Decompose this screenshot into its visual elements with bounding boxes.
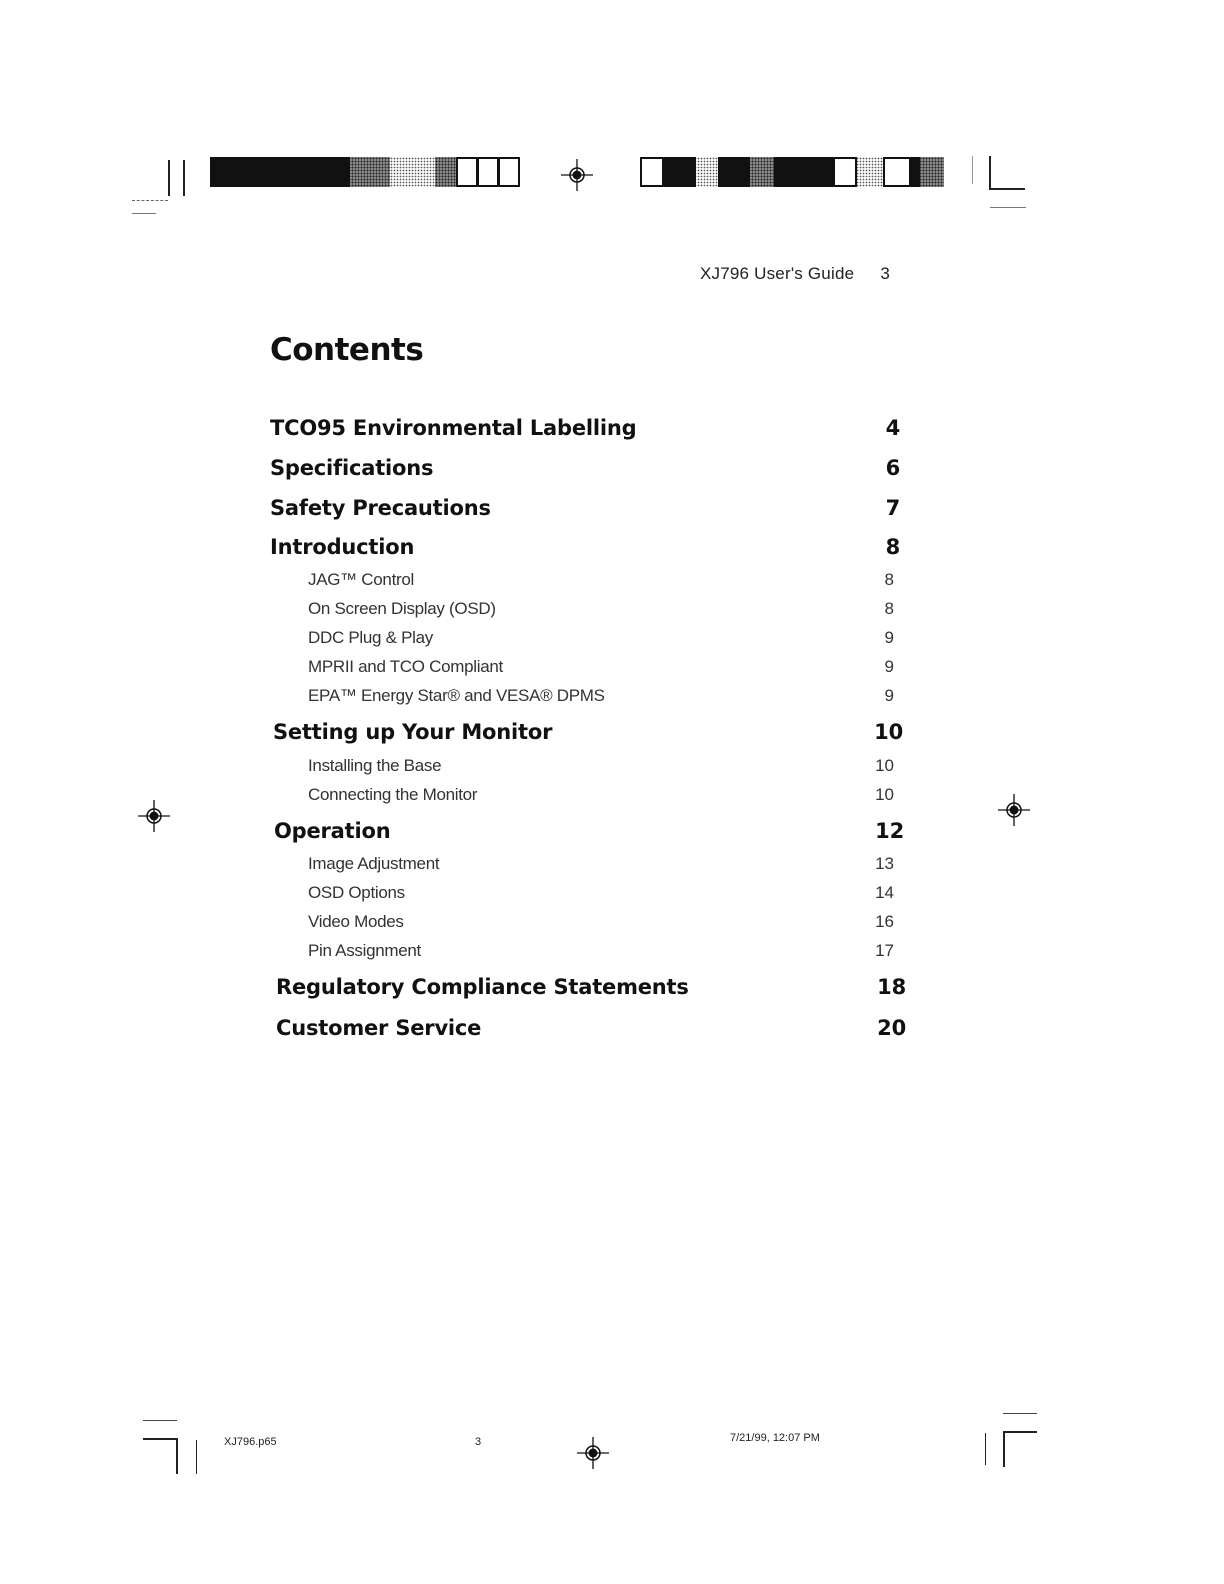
crop-mark (196, 1440, 197, 1474)
crop-mark (1003, 1413, 1037, 1414)
toc-entry-page: 10 (874, 720, 903, 744)
toc-subentry-page: 13 (875, 854, 894, 873)
crop-mark (132, 213, 156, 214)
toc-subentry-label: Pin Assignment (308, 941, 421, 960)
registration-mark-icon (138, 800, 170, 832)
color-bar-right (640, 157, 945, 187)
registration-mark-icon (577, 1437, 609, 1469)
toc-entry-label: Specifications (270, 456, 434, 480)
toc-entry-page: 18 (877, 975, 906, 999)
toc-entry-label: Introduction (270, 535, 415, 559)
crop-mark (1003, 1431, 1037, 1433)
toc-subentry-page: 17 (875, 941, 894, 960)
toc-entry-page: 7 (885, 496, 900, 520)
toc-subentry-label: On Screen Display (OSD) (308, 599, 496, 618)
toc-subentry-page: 9 (884, 628, 894, 647)
toc-entry-page: 20 (877, 1016, 906, 1040)
toc-entry-label: Safety Precautions (270, 496, 491, 520)
color-bar-left (210, 157, 520, 187)
footer-slug-datetime: 7/21/99, 12:07 PM (730, 1432, 820, 1444)
toc-entry-page: 8 (885, 535, 900, 559)
footer-slug-filename: XJ796.p65 (224, 1436, 277, 1448)
toc-entry-label: Regulatory Compliance Statements (276, 975, 689, 999)
crop-mark (168, 160, 170, 196)
toc-subentry-label: EPA™ Energy Star® and VESA® DPMS (308, 686, 605, 705)
toc-subentry-label: OSD Options (308, 883, 405, 902)
crop-mark (143, 1420, 177, 1421)
crop-mark (143, 1438, 177, 1440)
running-header-title: XJ796 User's Guide (700, 264, 855, 283)
toc-subentry-label: Image Adjustment (308, 854, 440, 873)
crop-mark (985, 1433, 986, 1465)
toc-entry-page: 4 (885, 416, 900, 440)
crop-mark (176, 1438, 178, 1474)
toc-entry-label: Setting up Your Monitor (273, 720, 553, 744)
toc-entry-label: Customer Service (276, 1016, 482, 1040)
crop-mark (132, 200, 168, 201)
crop-mark (990, 207, 1026, 208)
crop-mark (1003, 1431, 1005, 1467)
toc-entry-label: TCO95 Environmental Labelling (270, 416, 637, 440)
toc-subentry-page: 8 (884, 599, 894, 618)
toc-subentry-page: 16 (875, 912, 894, 931)
toc-subentry-label: Installing the Base (308, 756, 442, 775)
toc-subentry-page: 8 (884, 570, 894, 589)
registration-mark-icon (561, 159, 593, 191)
toc-subentry-page: 9 (884, 657, 894, 676)
toc-subentry-label: JAG™ Control (308, 570, 414, 589)
toc-subentry-page: 10 (875, 785, 894, 804)
toc-subentry-page: 10 (875, 756, 894, 775)
toc-subentry-label: DDC Plug & Play (308, 628, 433, 647)
crop-mark (972, 156, 973, 184)
registration-mark-icon (998, 794, 1030, 826)
toc-entry-page: 6 (885, 456, 900, 480)
crop-mark (183, 160, 185, 196)
toc-subentry-page: 9 (884, 686, 894, 705)
toc-subentry-page: 14 (875, 883, 894, 902)
crop-mark (989, 156, 991, 190)
toc-entry-label: Operation (274, 819, 391, 843)
running-header-page-number: 3 (880, 264, 890, 283)
footer-slug-page: 3 (475, 1436, 482, 1448)
running-header (700, 264, 892, 284)
toc-subentry-label: MPRII and TCO Compliant (308, 657, 503, 676)
crop-mark (989, 188, 1025, 190)
toc-entry-page: 12 (875, 819, 904, 843)
toc-subentry-label: Video Modes (308, 912, 404, 931)
page-title: Contents (270, 332, 424, 368)
toc-subentry-label: Connecting the Monitor (308, 785, 478, 804)
